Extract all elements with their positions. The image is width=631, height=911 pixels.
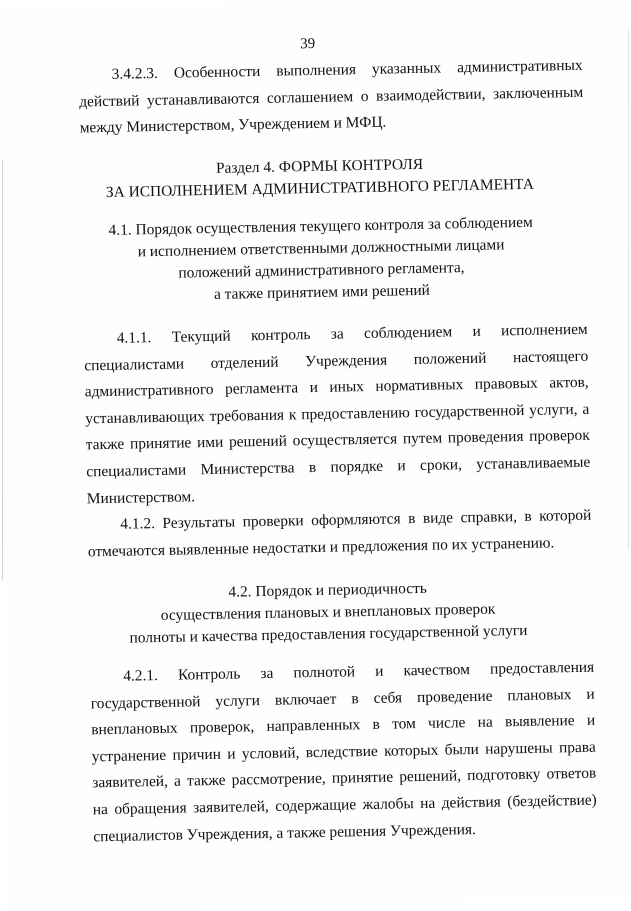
section-4-1-heading-line-1: 4.1. Порядок осуществления текущего контроля за соблюдением [108, 213, 533, 239]
section-4-title-line-2: ЗА ИСПОЛНЕНИЕМ АДМИНИСТРАТИВНОГО РЕГЛАМЕНТА [105, 175, 535, 201]
page-number: 39 [300, 35, 316, 53]
section-4-1-heading-line-2: и исполнением ответственными должностными лицами [137, 236, 505, 261]
section-4-2-heading-line-1: 4.2. Порядок и периодичность [228, 579, 427, 601]
section-4-title [54, 151, 585, 205]
paragraph-3-4-2-3: 3.4.2.3. Особенности выполнения указанных административных действий устанавливаются соглашением о взаимодействии, заключенным между Министерством, Учреждением и МФЦ. [79, 56, 584, 137]
section-4-1-heading-line-3: положений административного регламента, [178, 259, 465, 282]
section-4-2-heading-line-3: полноты и качества предоставления государственной услуги [129, 621, 528, 647]
paragraph-4-2-1: 4.2.1. Контроль за полнотой и качеством предоставления государственной услуги включает в себя проведение плановых и внеплановых проверок, направленных в том числе на выявление и устранение причин и условий, вследствие которых были нарушены права заявителей, а также рассмотрение, принятие решений, подготовку ответов на обращения заявителей, содержащие жалобы на действия (бездействие) специалистов Учреждения, а также решения Учреждения. [90, 658, 597, 845]
section-4-title-line-1: Раздел 4. ФОРМЫ КОНТРОЛЯ [215, 155, 424, 177]
paragraph-4-1-1: 4.1.1. Текущий контроль за соблюдением и исполнением специалистами отделений Учреждения положений настоящего административного регламента и иных нормативных правовых актов, устанавливающих требования к предоставлению государственной услуги, а также принятие ими решений осуществляется путем проведения проверок специалистами Министерства в порядке и сроки, устанавливаемые Министерством. [84, 320, 591, 507]
scan-edge-right [628, 30, 629, 550]
section-4-2-heading [62, 575, 593, 651]
section-4-1-heading [56, 211, 588, 309]
section-4-2-heading-line-2: осуществления плановых и внеплановых проверок [160, 600, 496, 624]
section-4-1-heading-line-4: а также принятием ими решений [213, 281, 430, 303]
paragraph-4-1-2: 4.1.2. Результаты проверки оформляются в виде справки, в которой отмечаются выявленные недостатки и предложения по их устранению. [87, 506, 592, 560]
scan-edge-left [2, 160, 3, 580]
